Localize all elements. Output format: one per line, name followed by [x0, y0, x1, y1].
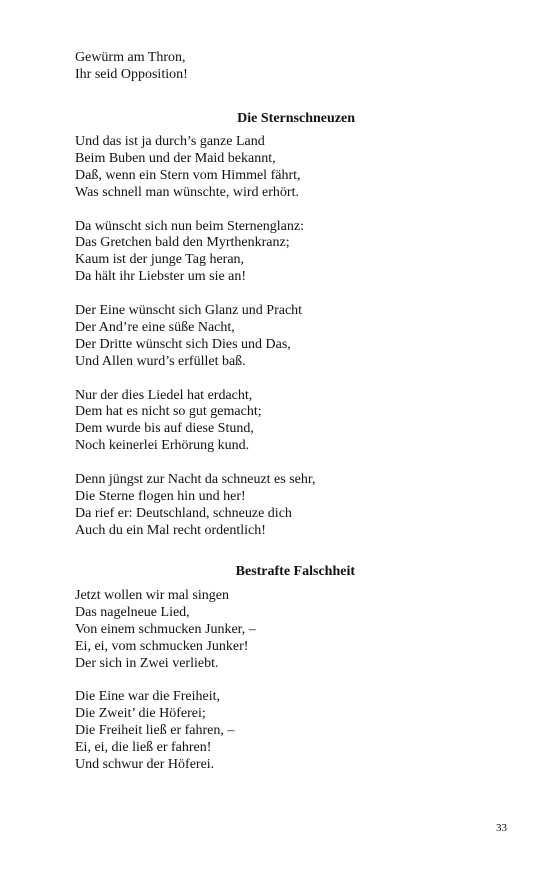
poem-line: Ei, ei, vom schmucken Junker!: [75, 638, 249, 654]
poem-line: Da hält ihr Liebster um sie an!: [75, 269, 247, 285]
stanza: [75, 134, 405, 202]
poem-line: Und das ist ja durch’s ganze Land: [75, 134, 265, 149]
previous-poem-ending: [75, 50, 405, 84]
poem-line: Die Sterne flogen hin und her!: [75, 488, 246, 504]
poem-line: Der Eine wünscht sich Glanz und Pracht: [75, 303, 303, 319]
poem-body-sternschneuzen: [75, 134, 405, 557]
poem-line: Die Freiheit ließ er fahren, –: [75, 723, 235, 739]
poem-line: Der And’re eine süße Nacht,: [75, 319, 235, 335]
poem-line: Auch du ein Mal recht ordentlich!: [75, 522, 266, 538]
poem-line: Denn jüngst zur Nacht da schneuzt es sehr,: [75, 472, 316, 488]
poem-line: Dem wurde bis auf diese Stund,: [75, 421, 254, 437]
stanza: [75, 303, 405, 371]
stanza: [75, 689, 405, 774]
poem-line: Da rief er: Deutschland, schneuze dich: [75, 505, 292, 521]
poem-line: Beim Buben und der Maid bekannt,: [75, 150, 276, 166]
poem-line: Der Dritte wünscht sich Dies und Das,: [75, 336, 291, 352]
stanza: [75, 388, 405, 456]
poem-line: Der sich in Zwei verliebt.: [75, 655, 219, 671]
stanza: [75, 588, 405, 673]
poem-line: Die Eine war die Freiheit,: [75, 689, 221, 705]
poem-line: Das Gretchen bald den Myrthenkranz;: [75, 235, 290, 251]
page-number: 33: [496, 822, 507, 834]
poem-line: Was schnell man wünschte, wird erhört.: [75, 184, 299, 200]
stanza: [75, 219, 405, 287]
stanza: [75, 472, 405, 540]
poem-line: Die Zweit’ die Höferei;: [75, 706, 206, 722]
poem-line: Das nagelneue Lied,: [75, 604, 190, 620]
poem-line: Jetzt wollen wir mal singen: [75, 588, 229, 603]
poem-line: Noch keinerlei Erhörung kund.: [75, 438, 250, 454]
poem-title-sternschneuzen: Die Sternschneuzen: [237, 111, 355, 126]
poem-line: Da wünscht sich nun beim Sternenglanz:: [75, 218, 305, 234]
poem-line: Gewürm am Thron,: [75, 50, 186, 65]
poem-line: Und Allen wurd’s erfüllet baß.: [75, 353, 246, 369]
poem-line: Nur der dies Liedel hat erdacht,: [75, 387, 253, 403]
poem-line: Daß, wenn ein Stern vom Himmel fährt,: [75, 167, 301, 183]
poem-title-bestrafte-falschheit: Bestrafte Falschheit: [235, 564, 355, 579]
poem-line: Und schwur der Höferei.: [75, 757, 215, 773]
poem-line: Ei, ei, die ließ er fahren!: [75, 740, 212, 756]
poem-line: Dem hat es nicht so gut gemacht;: [75, 404, 262, 420]
poem-body-bestrafte-falschheit: [75, 588, 405, 791]
poem-line: Von einem schmucken Junker, –: [75, 621, 256, 637]
poem-line: Ihr seid Opposition!: [75, 66, 188, 82]
poem-line: Kaum ist der junge Tag heran,: [75, 252, 245, 268]
